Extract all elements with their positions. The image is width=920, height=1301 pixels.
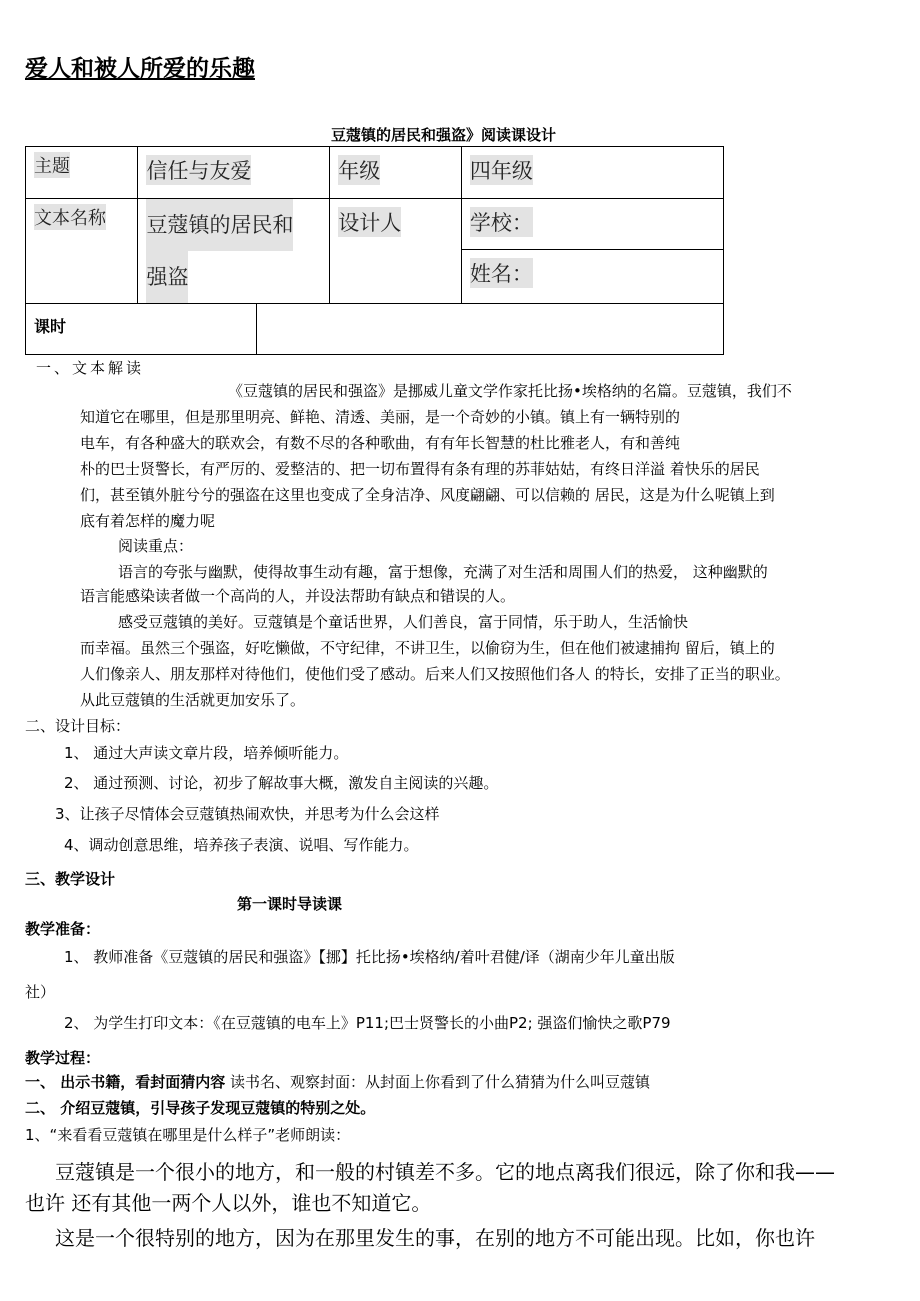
designer-label: 设计人 xyxy=(338,207,401,237)
period-label: 课时 xyxy=(34,317,67,336)
section1-heading: 一、文本解读 xyxy=(36,359,145,377)
text-name-label-cell xyxy=(26,199,138,304)
section2-heading: 二、设计目标： xyxy=(25,717,131,735)
focus1-line-1: 语言的夸张与幽默，使得故事生动有趣，富于想像，充满了对生活和周围人们的热爱， 这种幽默的 xyxy=(118,563,768,581)
text-name-value-cell xyxy=(138,199,330,304)
process-heading: 教学过程： xyxy=(25,1049,101,1067)
school-cell xyxy=(461,199,723,250)
prep-heading: 教学准备： xyxy=(25,920,101,938)
focus2-line-4: 从此豆蔻镇的生活就更加安乐了。 xyxy=(80,691,306,709)
intro-line-4: 朴的巴士贤警长，有严厉的、爱整洁的、把一切布置得有条有理的苏菲姑姑，有终日洋溢 着快乐的居民 xyxy=(80,460,760,478)
step2-1: 1、“来看看豆蔻镇在哪里是什么样子”老师朗读： xyxy=(25,1126,351,1144)
theme-value-cell xyxy=(138,147,330,199)
prep2: 2、 为学生打印文本：《在豆蔻镇的电车上》P11;巴士贤警长的小曲P2; 强盗们愉快之歌P79 xyxy=(64,1014,671,1032)
period-label-cell xyxy=(26,304,257,355)
prep1-line1: 1、 教师准备《豆蔻镇的居民和强盗》【挪】托比扬•埃格纳/着叶君健/译（湖南少年儿童出版 xyxy=(64,948,675,966)
section3-heading: 三、教学设计 xyxy=(25,870,116,888)
reading-line-2: 也许 还有其他一两个人以外，谁也不知道它。 xyxy=(25,1191,432,1215)
design-subtitle: 豆蔻镇的居民和强盗》阅读课设计 xyxy=(331,126,557,144)
text-name-line2: 强盗 xyxy=(146,251,188,303)
intro-line-5: 们，甚至镇外脏兮兮的强盗在这里也变成了全身洁净、风度翩翩、可以信赖的 居民，这是为什么呢镇上到 xyxy=(80,486,775,504)
focus-heading: 阅读重点： xyxy=(118,537,194,555)
period-value-cell xyxy=(256,304,723,355)
grade-label-cell xyxy=(330,147,462,199)
name-label: 姓名： xyxy=(470,258,533,288)
theme-label: 主题 xyxy=(34,152,70,178)
goal-2: 2、 通过预测、讨论，初步了解故事大概，激发自主阅读的兴趣。 xyxy=(64,774,499,792)
grade-value-cell xyxy=(461,147,723,199)
step1-text: 读书名、观察封面：从封面上你看到了什么猜猜为什么叫豆蔻镇 xyxy=(225,1073,651,1091)
focus2-line-1: 感受豆蔻镇的美好。豆蔻镇是个童话世界，人们善良，富于同情，乐于助人，生活愉快 xyxy=(118,613,689,631)
step1-title: 一、 出示书籍，看封面猜内容 xyxy=(25,1073,226,1091)
reading-line-1: 豆蔻镇是一个很小的地方，和一般的村镇差不多。它的地点离我们很远，除了你和我—— xyxy=(55,1160,835,1184)
text-name-line1: 豆蔻镇的居民和 xyxy=(146,199,293,251)
intro-line-3: 电车，有各种盛大的联欢会，有数不尽的各种歌曲，有有年长智慧的杜比雅老人，有和善纯 xyxy=(80,434,681,452)
designer-label-cell xyxy=(330,199,462,304)
prep1-line2: 社） xyxy=(25,983,56,1001)
goal-1: 1、 通过大声读文章片段，培养倾听能力。 xyxy=(64,744,349,762)
reading-line-3: 这是一个很特别的地方，因为在那里发生的事，在别的地方不可能出现。比如，你也许 xyxy=(55,1226,815,1250)
intro-line-2: 知道它在哪里，但是那里明亮、鲜艳、清透、美丽，是一个奇妙的小镇。镇上有一辆特别的 xyxy=(80,408,681,426)
focus2-line-3: 人们像亲人、朋友那样对待他们，使他们受了感动。后来人们又按照他们各人 的特长，安排了正当的职业。 xyxy=(80,665,790,683)
theme-value: 信任与友爱 xyxy=(146,155,251,185)
page-title: 爱人和被人所爱的乐趣 xyxy=(25,56,255,82)
goal-4: 4、调动创意思维，培养孩子表演、说唱、写作能力。 xyxy=(64,836,419,854)
step1 xyxy=(25,1071,650,1092)
text-name-label: 文本名称 xyxy=(34,204,106,230)
name-cell xyxy=(461,249,723,303)
intro-line-6: 底有着怎样的魔力呢 xyxy=(80,512,216,530)
step2: 二、 介绍豆蔻镇，引导孩子发现豆蔻镇的特别之处。 xyxy=(25,1099,376,1117)
goal-3: 3、让孩子尽情体会豆蔻镇热闹欢快，并思考为什么会这样 xyxy=(55,805,440,823)
focus2-line-2: 而幸福。虽然三个强盗，好吃懒做，不守纪律，不讲卫生，以偷窃为生，但在他们被逮捕拘 留后，镇上的 xyxy=(80,639,775,657)
grade-label: 年级 xyxy=(338,155,380,185)
school-label: 学校： xyxy=(470,207,533,237)
focus1-line-2: 语言能感染读者做一个高尚的人，并设法帮助有缺点和错误的人。 xyxy=(80,587,516,605)
intro-line-1: 《豆蔻镇的居民和强盗》是挪威儿童文学作家托比扬•埃格纳的名篇。豆蔻镇，我们不 xyxy=(228,382,792,400)
info-table xyxy=(25,146,724,355)
theme-label-cell xyxy=(26,147,138,199)
grade-value: 四年级 xyxy=(470,155,533,185)
lesson-title: 第一课时导读课 xyxy=(237,895,343,913)
